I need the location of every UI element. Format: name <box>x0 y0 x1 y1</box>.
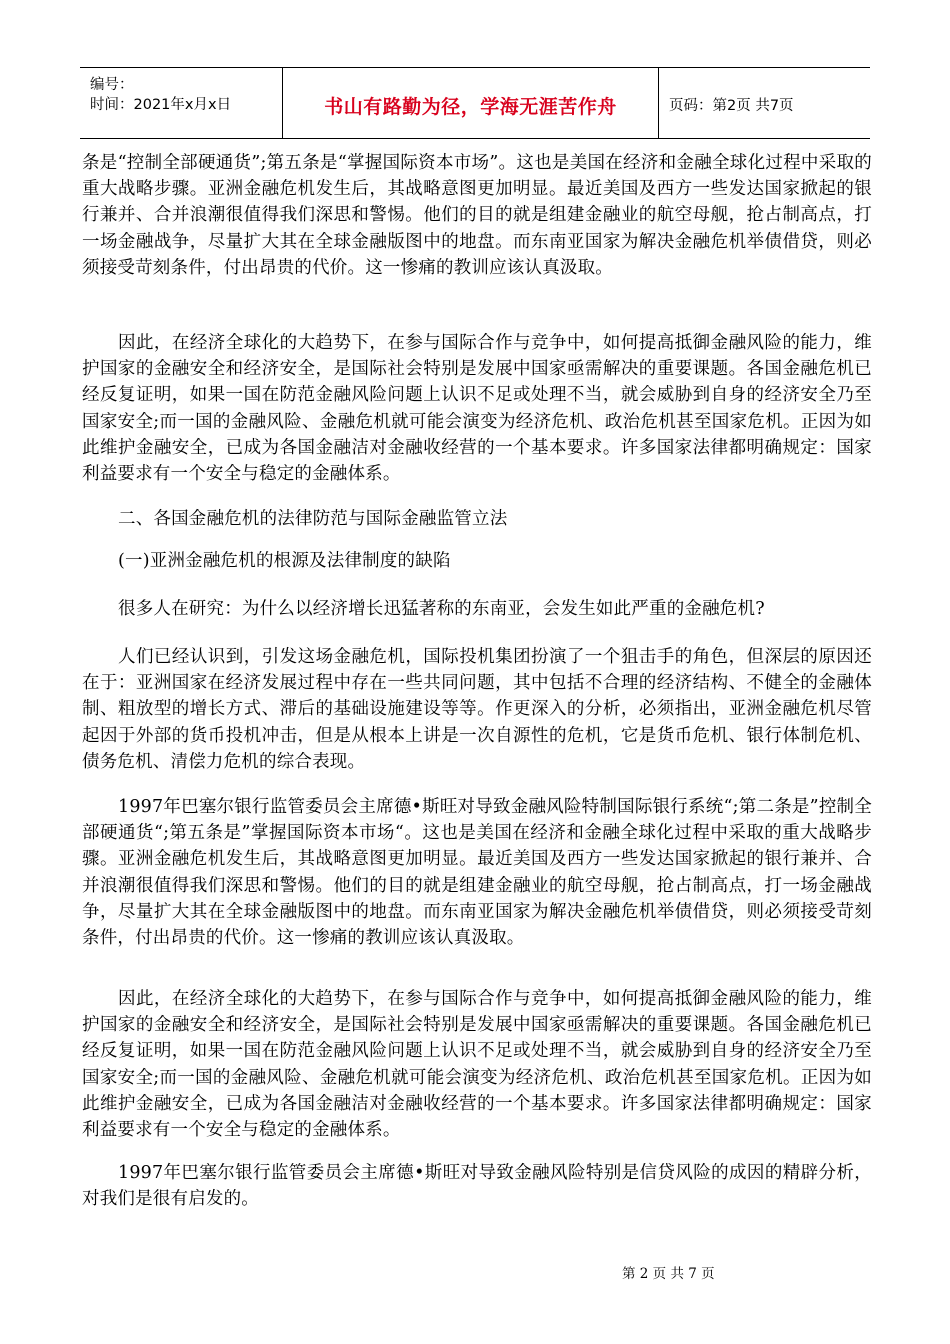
subsection-heading: (一)亚洲金融危机的根源及法律制度的缺陷 <box>118 551 451 571</box>
page-header <box>80 67 870 139</box>
paragraph-6: 因此，在经济全球化的大趋势下，在参与国际合作与竞争中，如何提高抵御金融风险的能力，维护国家的金融安全和经济安全，是国际社会特别是发展中国家亟需解决的重要课题。各国金融危机已经反复证明，如果一国在防范金融风险问题上认识不足或处理不当，就会威胁到自身的经济安全乃至国家安全;而一国的金融风险、金融危机就可能会演变为经济危机、政治危机甚至国家危机。正因为如此维护金融安全，已成为各国金融洁对金融收经营的一个基本要求。许多国家法律都明确规定：国家利益要求有一个安全与稳定的金融体系。 <box>82 989 872 1141</box>
document-time-label: 时间：2021年x月x日 <box>90 97 232 113</box>
header-motto-cell <box>283 68 659 138</box>
section-heading: 二、各国金融危机的法律防范与国际金融监管立法 <box>118 509 508 529</box>
paragraph-1: 条是“控制全部硬通货”;第五条是“掌握国际资本市场”。这也是美国在经济和金融全球化过程中采取的重大战略步骤。亚洲金融危机发生后，其战略意图更加明显。最近美国及西方一些发达国家掀起的银行兼并、合并浪潮很值得我们深思和警惕。他们的目的就是组建金融业的航空母舰，抢占制高点，打一场金融战争，尽量扩大其在全球金融版图中的地盘。而东南亚国家为解决金融危机举债借贷，则必须接受苛刻条件，付出昂贵的代价。这一惨痛的教训应该认真汲取。 <box>82 153 872 278</box>
document-code-label: 编号： <box>90 77 134 93</box>
paragraph-4: 人们已经认识到，引发这场金融危机，国际投机集团扮演了一个狙击手的角色，但深层的原因还在于：亚洲国家在经济发展过程中存在一些共同问题，其中包括不合理的经济结构、不健全的金融体制、粗放型的增长方式、滞后的基础设施建设等等。作更深入的分析，必须指出，亚洲金融危机尽管起因于外部的货币投机冲击，但是从根本上讲是一次自源性的危机，它是货币危机、银行体制危机、债务危机、清偿力危机的综合表现。 <box>82 647 872 772</box>
page-footer-number: 第 2 页 共 7 页 <box>622 1266 715 1282</box>
header-page-info: 页码：第2页 共7页 <box>669 98 794 114</box>
header-meta-cell <box>80 68 283 138</box>
header-motto: 书山有路勤为径，学海无涯苦作舟 <box>324 96 617 118</box>
paragraph-5: 1997年巴塞尔银行监管委员会主席德•斯旺对导致金融风险特制国际银行系统“;第二条是”控制全部硬通货“;第五条是”掌握国际资本市场“。这也是美国在经济和金融全球化过程中采取的重大战略步骤。亚洲金融危机发生后，其战略意图更加明显。最近美国及西方一些发达国家掀起的银行兼并、合并浪潮很值得我们深思和警惕。他们的目的就是组建金融业的航空母舰，抢占制高点，打一场金融战争，尽量扩大其在全球金融版图中的地盘。而东南亚国家为解决金融危机举债借贷，则必须接受苛刻条件，付出昂贵的代价。这一惨痛的教训应该认真汲取。 <box>82 797 872 949</box>
paragraph-7: 1997年巴塞尔银行监管委员会主席德•斯旺对导致金融风险特别是信贷风险的成因的精辟分析，对我们是很有启发的。 <box>82 1163 872 1210</box>
paragraph-2: 因此，在经济全球化的大趋势下，在参与国际合作与竞争中，如何提高抵御金融风险的能力，维护国家的金融安全和经济安全，是国际社会特别是发展中国家亟需解决的重要课题。各国金融危机已经反复证明，如果一国在防范金融风险问题上认识不足或处理不当，就会威胁到自身的经济安全乃至国家安全;而一国的金融风险、金融危机就可能会演变为经济危机、政治危机甚至国家危机。正因为如此维护金融安全，已成为各国金融洁对金融收经营的一个基本要求。许多国家法律都明确规定：国家利益要求有一个安全与稳定的金融体系。 <box>82 333 872 485</box>
paragraph-3: 很多人在研究：为什么以经济增长迅猛著称的东南亚，会发生如此严重的金融危机? <box>118 599 765 619</box>
header-page-cell <box>659 68 870 138</box>
